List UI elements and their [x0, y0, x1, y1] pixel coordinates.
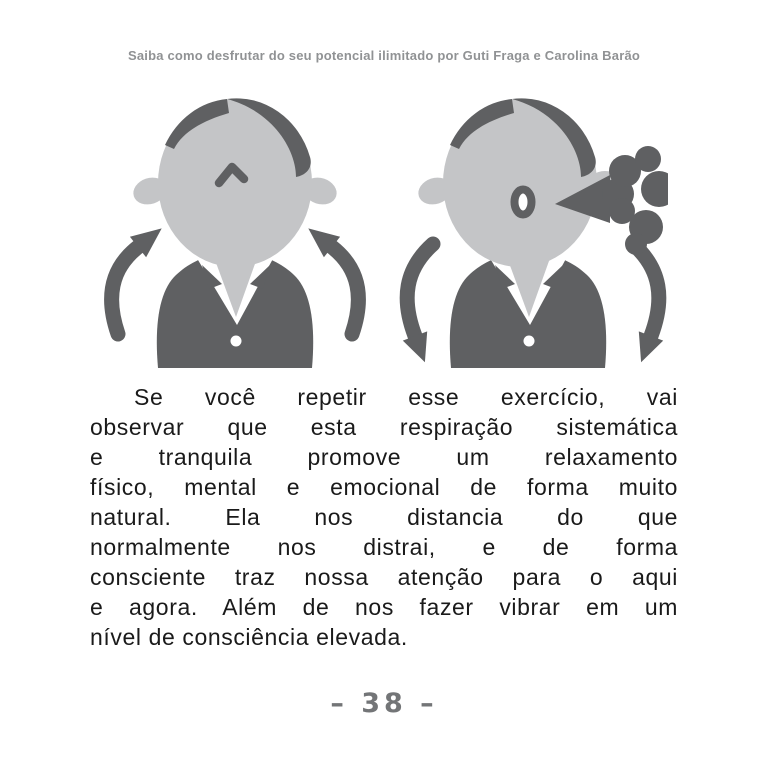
paragraph-line: físico, mental e emocional de forma muito	[90, 474, 678, 500]
up-arrow-left-icon	[112, 228, 162, 334]
paragraph-line: Se você repetir esse exercício, vai	[134, 384, 678, 410]
header-byline: Saiba como desfrutar do seu potencial ilimitado por Guti Fraga e Carolina Barão	[127, 48, 641, 63]
paragraph-line: normalmente nos distrai, e de forma	[90, 534, 678, 560]
paragraph-line: consciente traz nossa atenção para o aqui	[90, 564, 678, 590]
paragraph-line: observar que esta respiração sistemática	[90, 414, 678, 440]
inhale-head	[130, 98, 340, 267]
paragraph-line: nível de consciência elevada.	[90, 624, 408, 650]
down-arrow-right-icon	[633, 244, 663, 362]
body-paragraph	[90, 382, 678, 652]
inhale-illustration	[100, 89, 370, 374]
illustrations-row	[0, 89, 768, 374]
paragraph-line: e agora. Além de nos fazer vibrar em um	[90, 594, 678, 620]
open-mouth-icon	[515, 190, 532, 215]
up-arrow-right-icon	[308, 228, 358, 334]
page-number: – 38 –	[330, 688, 438, 719]
paragraph-line: e tranquila promove um relaxamento	[90, 444, 678, 470]
down-arrow-left-icon	[403, 244, 433, 362]
exhale-illustration	[398, 89, 668, 374]
paragraph-line: natural. Ela nos distancia do que	[90, 504, 678, 530]
